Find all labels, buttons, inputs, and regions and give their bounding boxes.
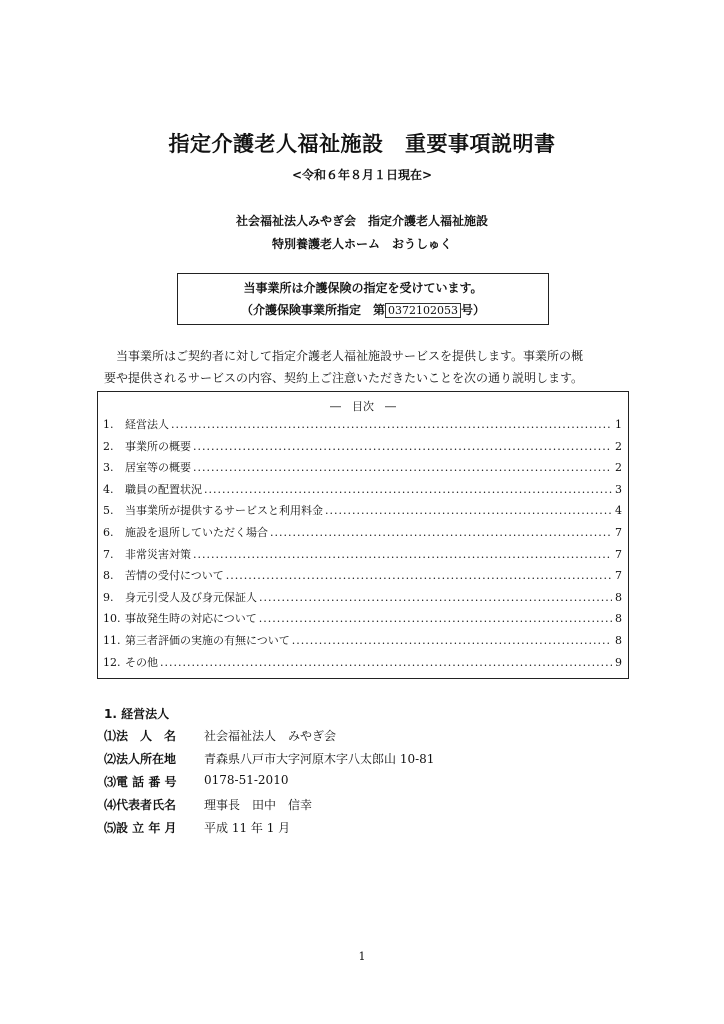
toc-item-page: 7	[615, 526, 622, 539]
info-row	[104, 819, 290, 836]
toc-item-page: 7	[615, 547, 622, 561]
toc-item-label: 身元引受人及び身元保証人	[125, 590, 257, 604]
toc-item-number: 9.	[103, 590, 114, 604]
toc-item	[103, 547, 622, 563]
toc-leader-dots	[259, 590, 612, 606]
toc-item-page: 8	[615, 612, 622, 626]
toc-item-number: 5.	[103, 504, 114, 518]
org-name-line1: 社会福祉法人みやぎ会 指定介護老人福祉施設	[235, 214, 488, 228]
toc-item-number: 3.	[103, 461, 114, 475]
designation-notice-box	[177, 273, 549, 325]
toc-leader-dots	[292, 633, 612, 649]
info-label: ⑶電 話 番 号	[104, 775, 177, 789]
info-label: ⑴法 人 名	[104, 729, 177, 743]
info-row	[104, 796, 312, 813]
toc-leader-dots	[193, 460, 612, 476]
notice-line2	[178, 301, 548, 318]
toc-item-page: 4	[615, 504, 622, 518]
toc-item-number: 4.	[103, 482, 114, 496]
toc-item-page: 2	[615, 461, 622, 475]
toc-item-number: 8.	[103, 569, 114, 583]
toc-item	[103, 417, 622, 433]
toc-item	[103, 568, 622, 584]
section-title: 1. 経営法人	[104, 707, 170, 721]
info-row	[104, 727, 336, 744]
toc-leader-dots	[226, 568, 612, 584]
info-value: 平成 11 年 1 月	[204, 821, 291, 835]
intro-line2: 要や提供されるサービスの内容、契約上ご注意いただきたいことを次の通り説明します。	[104, 371, 584, 385]
toc-item-number: 2.	[103, 439, 114, 453]
toc-item	[103, 525, 622, 541]
notice-suffix: 号）	[461, 303, 486, 317]
info-row	[104, 773, 288, 790]
toc-leader-dots	[193, 547, 612, 563]
toc-leader-dots	[193, 439, 612, 455]
toc-item	[103, 482, 622, 498]
intro-line1: 当事業所はご契約者に対して指定介護老人福祉施設サービスを提供します。事業所の概	[116, 349, 584, 363]
toc-item-label: 苦情の受付について	[125, 569, 224, 583]
toc-item-label: 事故発生時の対応について	[125, 612, 257, 626]
toc-item	[103, 590, 622, 606]
document-date: <令和６年８月１日現在>	[291, 168, 433, 182]
designation-number: 0372102053	[385, 303, 461, 318]
toc-item	[103, 633, 622, 649]
toc-item-page: 7	[615, 569, 622, 583]
notice-prefix: （介護保険事業所指定 第	[240, 303, 385, 317]
toc-leader-dots	[270, 525, 612, 541]
toc-item	[103, 655, 622, 671]
toc-item-label: 当事業所が提供するサービスと利用料金	[125, 504, 323, 518]
org-name-line2: 特別養護老人ホーム おうしゅく	[271, 237, 452, 251]
toc-item-page: 9	[615, 655, 622, 669]
toc-item-number: 11.	[103, 634, 121, 647]
toc-item-page: 2	[615, 439, 622, 453]
page-number: 1	[358, 950, 366, 963]
toc-leader-dots	[160, 655, 612, 671]
toc-item-label: 第三者評価の実施の有無について	[125, 634, 290, 647]
document-title: 指定介護老人福祉施設 重要事項説明書	[168, 132, 556, 156]
toc-item-label: 施設を退所していただく場合	[125, 526, 268, 539]
toc-leader-dots	[325, 503, 612, 519]
toc-item	[103, 611, 622, 627]
toc-item-label: 居室等の概要	[125, 461, 191, 475]
toc-item-label: 非常災害対策	[125, 547, 191, 561]
toc-item-number: 12.	[103, 655, 121, 669]
toc-leader-dots	[259, 611, 612, 627]
info-label: ⑷代表者氏名	[104, 798, 177, 812]
toc-item	[103, 439, 622, 455]
toc-item-page: 8	[615, 590, 622, 604]
table-of-contents	[97, 391, 629, 679]
toc-item-label: 職員の配置状況	[125, 482, 202, 496]
toc-item	[103, 503, 622, 519]
info-label: ⑸設 立 年 月	[104, 821, 177, 835]
toc-item-page: 1	[615, 418, 622, 431]
toc-item-page: 8	[615, 634, 622, 647]
info-value: 理事長 田中 信幸	[204, 798, 313, 812]
info-value: 0178-51-2010	[204, 773, 289, 787]
info-label: ⑵法人所在地	[104, 752, 177, 766]
toc-leader-dots	[204, 482, 612, 498]
notice-line1: 当事業所は介護保険の指定を受けています。	[243, 281, 483, 295]
toc-item-number: 10.	[103, 612, 121, 626]
toc-heading: ― 目次 ―	[330, 400, 396, 413]
toc-item	[103, 460, 622, 476]
toc-item-page: 3	[615, 482, 622, 496]
toc-item-number: 7.	[103, 547, 114, 561]
toc-item-number: 6.	[103, 526, 114, 539]
toc-item-label: 事業所の概要	[125, 439, 191, 453]
toc-leader-dots	[171, 417, 612, 433]
info-value: 社会福祉法人 みやぎ会	[204, 729, 337, 743]
toc-item-number: 1.	[103, 418, 114, 431]
toc-item-label: 経営法人	[125, 418, 169, 431]
info-value: 青森県八戸市大字河原木字八太郎山 10-81	[204, 752, 435, 766]
toc-item-label: その他	[125, 655, 158, 669]
info-row	[104, 750, 434, 767]
